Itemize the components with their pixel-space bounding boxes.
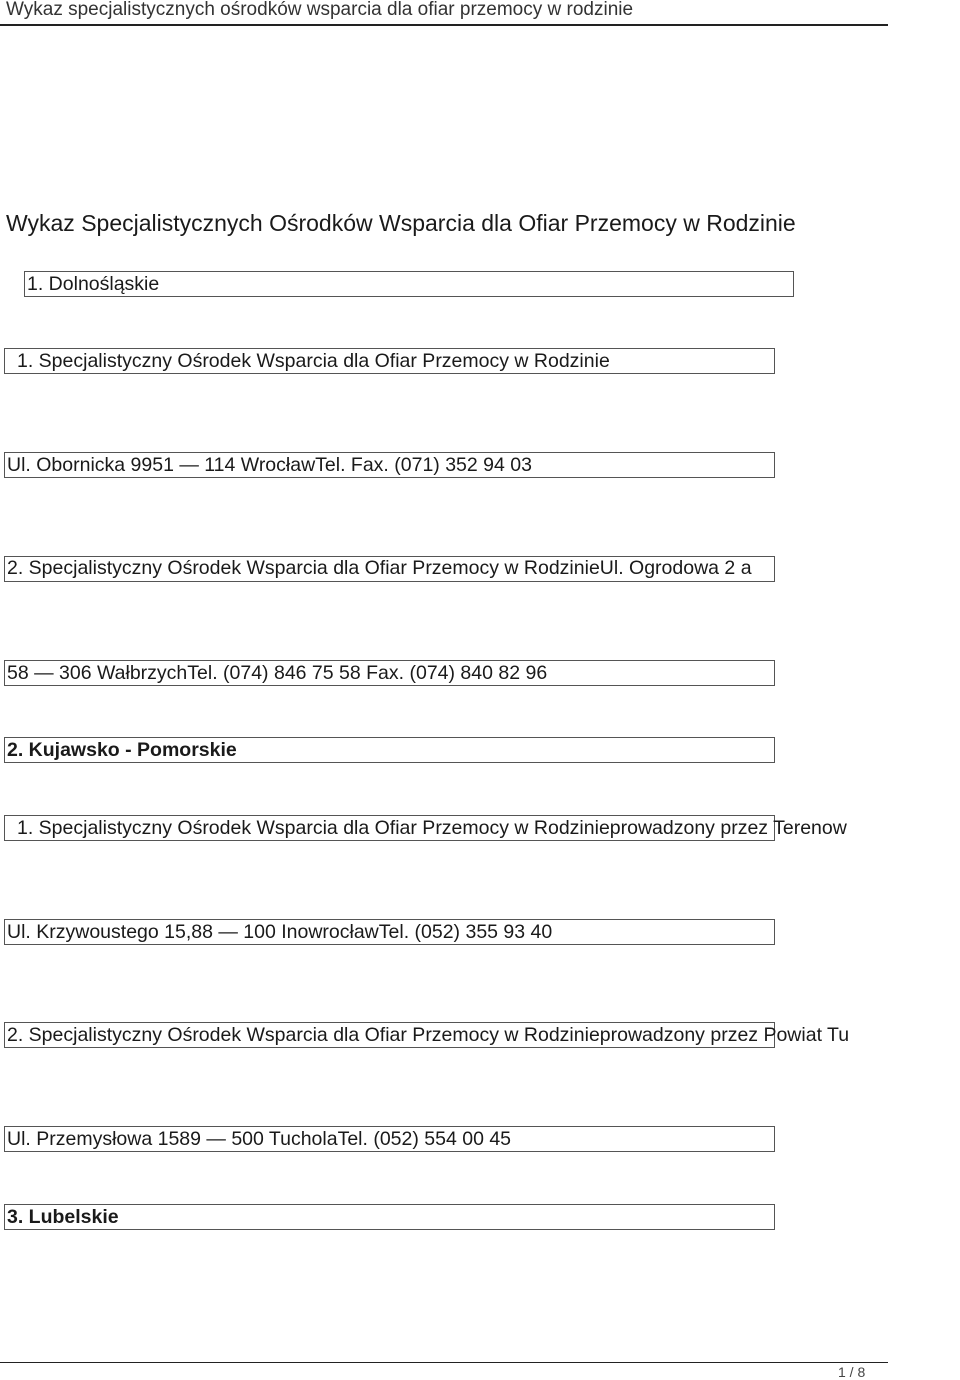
address-entry-4 [4, 1126, 775, 1152]
address-text: Ul. Przemysłowa 1589 — 500 TucholaTel. (052) 554 00 45 [7, 1128, 512, 1150]
center-entry-4 [4, 1022, 850, 1048]
region-heading-lubelskie [4, 1204, 775, 1230]
region-label: 2. Kujawsko - Pomorskie [7, 739, 237, 761]
center-entry-label: 2. Specjalistyczny Ośrodek Wsparcia dla Ofiar Przemocy w RodzinieUl. Ogrodowa 2 a [7, 557, 752, 579]
address-text: Ul. Obornicka 9951 — 114 WrocławTel. Fax. (071) 352 94 03 [7, 454, 532, 476]
address-text: Ul. Krzywoustego 15,88 — 100 InowrocławTel. (052) 355 93 40 [7, 921, 553, 943]
address-entry-3 [4, 919, 775, 945]
center-entry-label: 1. Specjalistyczny Ośrodek Wsparcia dla Ofiar Przemocy w Rodzinie [17, 350, 610, 372]
center-entry-3 [4, 815, 847, 841]
region-heading-kujawsko-pomorskie [4, 737, 775, 763]
center-entry-1 [4, 348, 775, 374]
page-number: 1 / 8 [838, 1364, 866, 1380]
center-entry-label: 2. Specjalistyczny Ośrodek Wsparcia dla Ofiar Przemocy w Rodzinieprowadzony przez Powiat Tu [7, 1024, 850, 1046]
page-header-title: Wykaz specjalistycznych ośrodków wsparcia dla ofiar przemocy w rodzinie [6, 0, 634, 20]
footer-divider [0, 1362, 888, 1363]
center-entry-2 [4, 556, 775, 582]
region-heading-dolnoslaskie [24, 271, 794, 297]
region-label: 3. Lubelskie [7, 1206, 119, 1228]
region-label: 1. Dolnośląskie [27, 273, 160, 295]
center-entry-label: 1. Specjalistyczny Ośrodek Wsparcia dla Ofiar Przemocy w Rodzinieprowadzony przez Terenow [17, 817, 847, 839]
address-text: 58 — 306 WałbrzychTel. (074) 846 75 58 Fax. (074) 840 82 96 [7, 662, 548, 684]
address-entry-1 [4, 452, 775, 478]
header-divider [0, 24, 888, 26]
document-title: Wykaz Specjalistycznych Ośrodków Wsparcia dla Ofiar Przemocy w Rodzinie [6, 210, 796, 236]
address-entry-2 [4, 660, 775, 686]
